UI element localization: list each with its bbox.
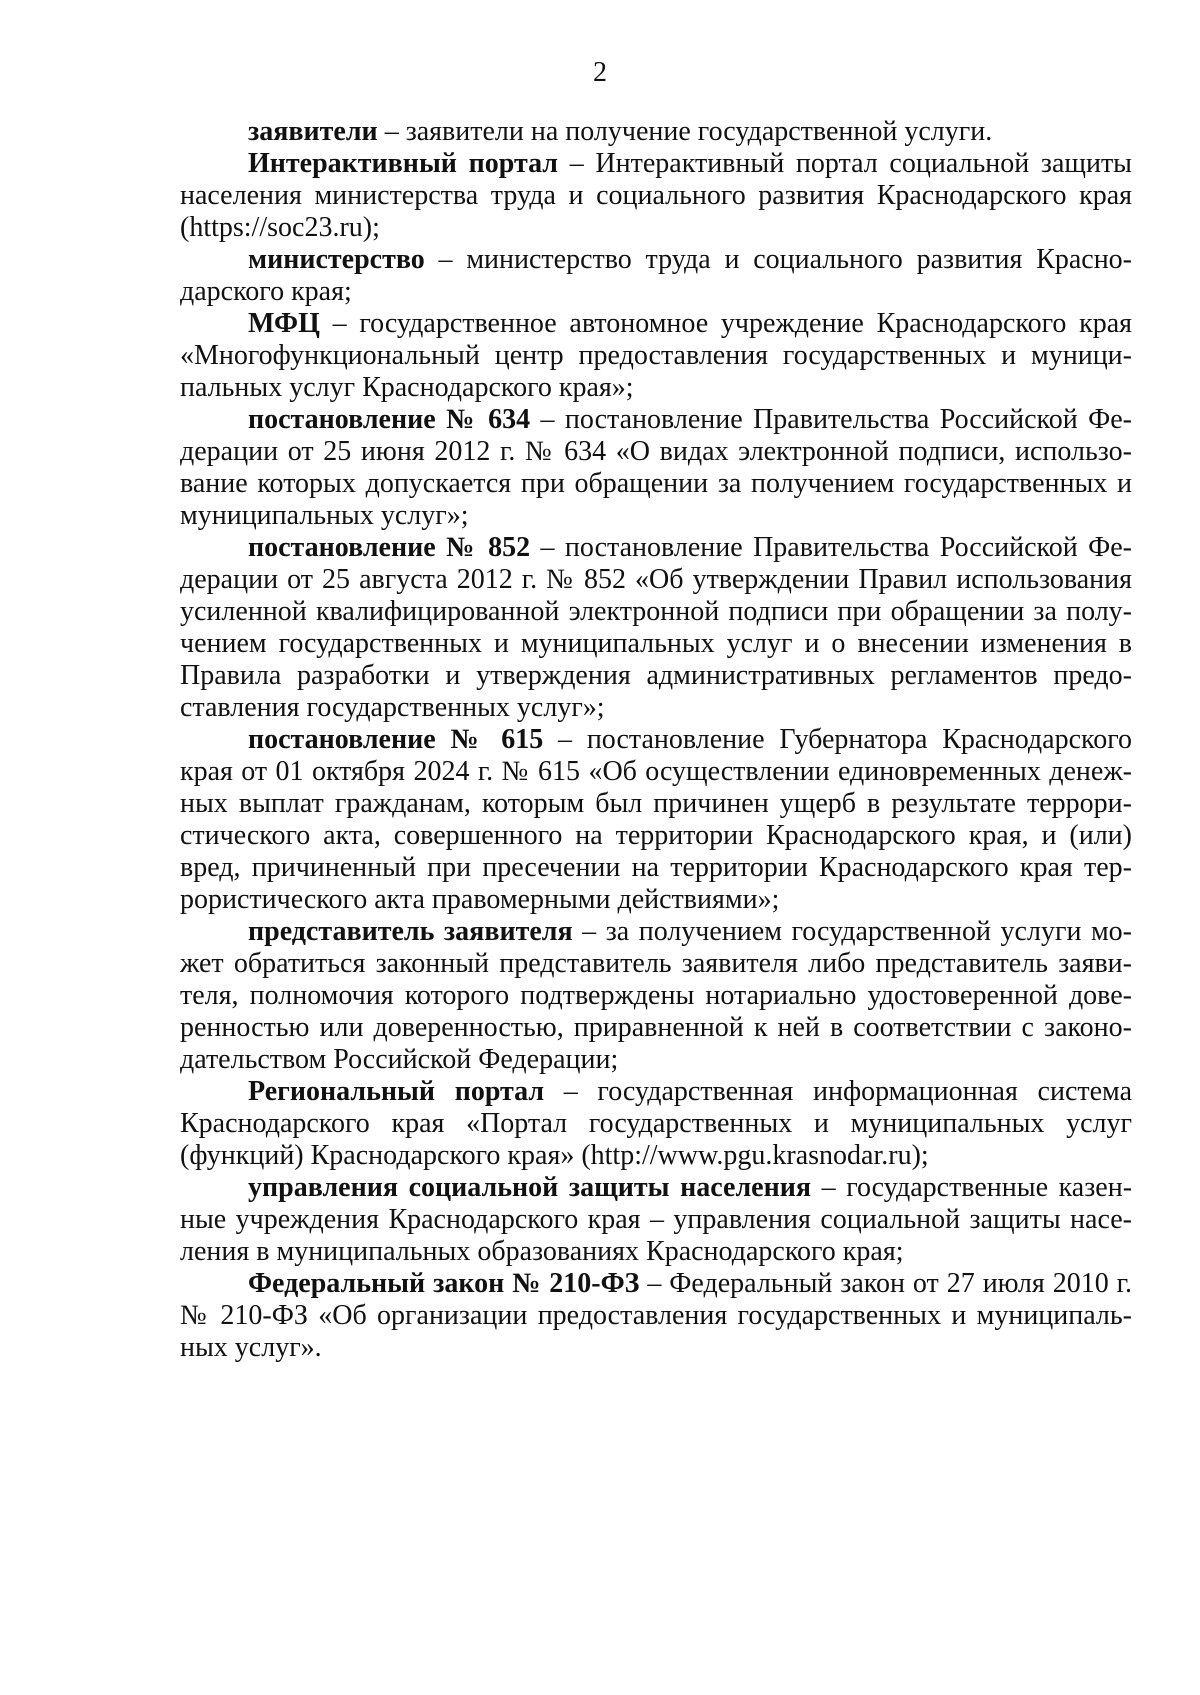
definition-text: – постановление Губернатора Краснодарского края от 01 октября 2024 г. № 615 «Об осуществлении единовременных денежных выплат гражданам, которым был причинен ущерб в результате террористического акта, совершенного на территории Краснодарского края, и (или) вред, причиненный при пресечении на территории Краснодарского края террористического акта правомерными действиями»; <box>180 724 1132 915</box>
definition-term: представитель заявителя <box>248 916 573 947</box>
definition-term: постановление № 634 <box>248 404 531 435</box>
definition-text: – Федеральный закон от 27 июля 2010 г. № 210-ФЗ «Об организации предоставления государственных и муниципальных услуг». <box>180 1268 1132 1363</box>
definition-item <box>180 244 1132 308</box>
definition-text: – государственная информационная система Краснодарского края «Портал государственных и муниципальных услуг (функций) Краснодарского края» (http://www.pgu.krasnodar.ru); <box>180 1076 1132 1171</box>
definition-item <box>180 916 1132 1076</box>
definition-item <box>180 308 1132 404</box>
definition-term: заявители <box>248 116 378 147</box>
definition-term: постановление № 615 <box>248 724 544 755</box>
definition-text: – Интерактивный портал социальной защиты населения министерства труда и социального развития Краснодарского края (https://soc23.ru); <box>180 148 1132 243</box>
definition-item <box>180 404 1132 532</box>
definition-item <box>180 1268 1132 1364</box>
definition-term: министерство <box>248 244 425 275</box>
definitions-list <box>180 116 1132 1364</box>
definition-term: Региональный портал <box>248 1076 545 1107</box>
definition-text: – заявители на получение государственной услуги. <box>377 116 993 147</box>
definition-text: – постановление Правительства Российской Федерации от 25 июня 2012 г. № 634 «О видах электронной подписи, использование которых допускается при обращении за получением государственных и муниципальных услуг»; <box>180 404 1132 531</box>
definition-item <box>180 532 1132 724</box>
definition-text: – министерство труда и социального развития Краснодарского края; <box>180 244 1132 307</box>
definition-term: Федеральный закон № 210-ФЗ <box>248 1268 640 1299</box>
definition-item <box>180 1172 1132 1268</box>
definition-term: МФЦ <box>248 308 320 339</box>
page-number: 2 <box>593 57 607 88</box>
definition-item <box>180 724 1132 916</box>
definition-term: Интерактивный портал <box>248 148 559 179</box>
definition-text: – постановление Правительства Российской Федерации от 25 августа 2012 г. № 852 «Об утверждении Правил использования усиленной квалифицированной электронной подписи при обращении за получением государственных и муниципальных услуг и о внесении изменения в Правила разработки и утверждения административных регламентов предоставления государственных услуг»; <box>180 532 1132 723</box>
definition-item <box>180 148 1132 244</box>
definition-text: – за получением государственной услуги может обратиться законный представитель заявителя либо представитель заявителя, полномочия которого подтверждены нотариально удостоверенной доверенностью или доверенностью, приравненной к ней в соответствии с законодательством Российской Федерации; <box>180 916 1132 1075</box>
definition-term: управления социальной защиты населения <box>248 1172 812 1203</box>
definition-text: – государственные казенные учреждения Краснодарского края – управления социальной защиты населения в муниципальных образованиях Краснодарского края; <box>180 1172 1133 1267</box>
definition-term: постановление № 852 <box>248 532 531 563</box>
definition-item <box>180 116 1132 148</box>
definition-text: – государственное автономное учреждение Краснодарского края «Многофункциональный центр предоставления государственных и муниципальных услуг Краснодарского края»; <box>180 308 1132 403</box>
definition-item <box>180 1076 1132 1172</box>
